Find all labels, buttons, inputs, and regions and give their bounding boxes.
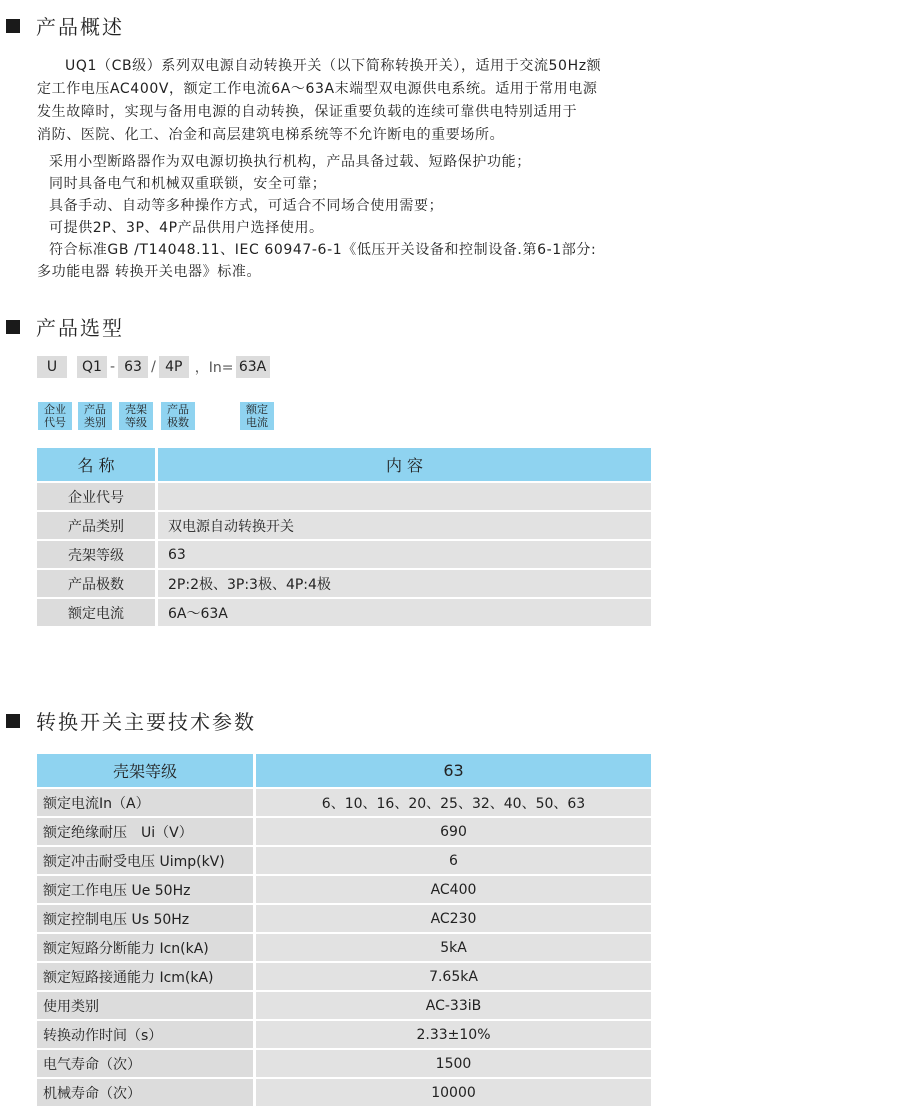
code-category: Q1 bbox=[77, 356, 107, 378]
section-heading-overview bbox=[6, 11, 124, 40]
row-value: 2.33±10% bbox=[256, 1021, 651, 1048]
row-label: 额定控制电压 Us 50Hz bbox=[37, 905, 253, 932]
table-row bbox=[37, 963, 651, 990]
table-row bbox=[37, 1050, 651, 1077]
features-paragraph bbox=[37, 151, 677, 283]
table-header-row bbox=[37, 754, 651, 787]
row-value: 1500 bbox=[256, 1050, 651, 1077]
row-value: 6A～63A bbox=[158, 599, 651, 626]
caption-poles: 产品 极数 bbox=[161, 402, 195, 430]
table-row bbox=[37, 483, 651, 510]
square-bullet-icon bbox=[6, 320, 20, 334]
table-row bbox=[37, 934, 651, 961]
row-label: 壳架等级 bbox=[37, 541, 155, 568]
section-title: 产品选型 bbox=[36, 316, 124, 340]
row-value bbox=[158, 483, 651, 510]
square-bullet-icon bbox=[6, 19, 20, 33]
row-label: 额定短路接通能力 Icm(kA) bbox=[37, 963, 253, 990]
text-line: 同时具备电气和机械双重联锁，安全可靠； bbox=[49, 176, 327, 192]
text-line: 具备手动、自动等多种操作方式，可适合不同场合使用需要； bbox=[49, 198, 444, 214]
caption-frame: 壳架 等级 bbox=[119, 402, 153, 430]
section-title: 转换开关主要技术参数 bbox=[36, 710, 256, 734]
code-current: 63A bbox=[236, 356, 270, 378]
header-cell: 内 容 bbox=[158, 448, 651, 481]
text-line: 符合标准GB /T14048.11、IEC 60947-6-1《低压开关设备和控制设备.第6-1部分: bbox=[49, 242, 597, 258]
row-value: 10000 bbox=[256, 1079, 651, 1106]
row-value: 690 bbox=[256, 818, 651, 845]
table-row bbox=[37, 905, 651, 932]
row-label: 企业代号 bbox=[37, 483, 155, 510]
header-cell: 63 bbox=[256, 754, 651, 787]
row-value: 双电源自动转换开关 bbox=[158, 512, 651, 539]
row-label: 额定工作电压 Ue 50Hz bbox=[37, 876, 253, 903]
row-label: 额定短路分断能力 Icn(kA) bbox=[37, 934, 253, 961]
text-line: 采用小型断路器作为双电源切换执行机构，产品具备过载、短路保护功能； bbox=[49, 154, 531, 170]
row-label: 使用类别 bbox=[37, 992, 253, 1019]
table-row bbox=[37, 599, 651, 626]
table-row bbox=[37, 1079, 651, 1106]
code-in-label: ，In= bbox=[194, 360, 234, 376]
overview-paragraph bbox=[37, 55, 677, 147]
code-enterprise: U bbox=[37, 356, 67, 378]
caption-enterprise: 企业 代号 bbox=[38, 402, 72, 430]
section-heading-parameters bbox=[6, 706, 256, 735]
row-value: 63 bbox=[158, 541, 651, 568]
caption-category: 产品 类别 bbox=[78, 402, 112, 430]
row-label: 额定冲击耐受电压 Uimp(kV) bbox=[37, 847, 253, 874]
text-line: 多功能电器 转换开关电器》标准。 bbox=[37, 264, 262, 280]
row-label: 额定电流In（A） bbox=[37, 789, 253, 816]
selection-table bbox=[37, 446, 651, 628]
header-cell: 壳架等级 bbox=[37, 754, 253, 787]
table-row bbox=[37, 570, 651, 597]
square-bullet-icon bbox=[6, 714, 20, 728]
row-label: 产品类别 bbox=[37, 512, 155, 539]
table-row bbox=[37, 818, 651, 845]
row-value: AC400 bbox=[256, 876, 651, 903]
text-line: UQ1（CB级）系列双电源自动转换开关（以下简称转换开关），适用于交流50Hz额 bbox=[65, 58, 602, 74]
row-label: 额定电流 bbox=[37, 599, 155, 626]
row-label: 电气寿命（次） bbox=[37, 1050, 253, 1077]
code-dash: - bbox=[110, 359, 116, 375]
section-heading-selection bbox=[6, 312, 124, 341]
row-label: 额定绝缘耐压 Ui（V） bbox=[37, 818, 253, 845]
table-row bbox=[37, 1021, 651, 1048]
text-line: 定工作电压AC400V，额定工作电流6A～63A末端型双电源供电系统。适用于常用电源 bbox=[37, 81, 598, 97]
code-poles: 4P bbox=[159, 356, 189, 378]
table-row bbox=[37, 789, 651, 816]
model-code bbox=[37, 356, 270, 378]
table-row bbox=[37, 992, 651, 1019]
code-frame: 63 bbox=[118, 356, 148, 378]
table-row bbox=[37, 541, 651, 568]
row-value: AC230 bbox=[256, 905, 651, 932]
text-line: 发生故障时，实现与备用电源的自动转换，保证重要负载的连续可靠供电特别适用于 bbox=[37, 104, 578, 120]
table-row bbox=[37, 512, 651, 539]
row-value: 2P:2极、3P:3极、4P:4极 bbox=[158, 570, 651, 597]
row-value: AC-33iB bbox=[256, 992, 651, 1019]
parameters-table bbox=[37, 752, 651, 1108]
row-label: 产品极数 bbox=[37, 570, 155, 597]
row-value: 7.65kA bbox=[256, 963, 651, 990]
row-label: 转换动作时间（s） bbox=[37, 1021, 253, 1048]
text-line: 可提供2P、3P、4P产品供用户选择使用。 bbox=[49, 220, 324, 236]
row-value: 5kA bbox=[256, 934, 651, 961]
table-row bbox=[37, 876, 651, 903]
text-line: 消防、医院、化工、冶金和高层建筑电梯系统等不允许断电的重要场所。 bbox=[37, 127, 505, 143]
row-value: 6、10、16、20、25、32、40、50、63 bbox=[256, 789, 651, 816]
section-title: 产品概述 bbox=[36, 15, 124, 39]
header-cell: 名 称 bbox=[37, 448, 155, 481]
code-slash: / bbox=[151, 359, 156, 375]
row-value: 6 bbox=[256, 847, 651, 874]
table-row bbox=[37, 847, 651, 874]
row-label: 机械寿命（次） bbox=[37, 1079, 253, 1106]
caption-current: 额定 电流 bbox=[240, 402, 274, 430]
table-header-row bbox=[37, 448, 651, 481]
